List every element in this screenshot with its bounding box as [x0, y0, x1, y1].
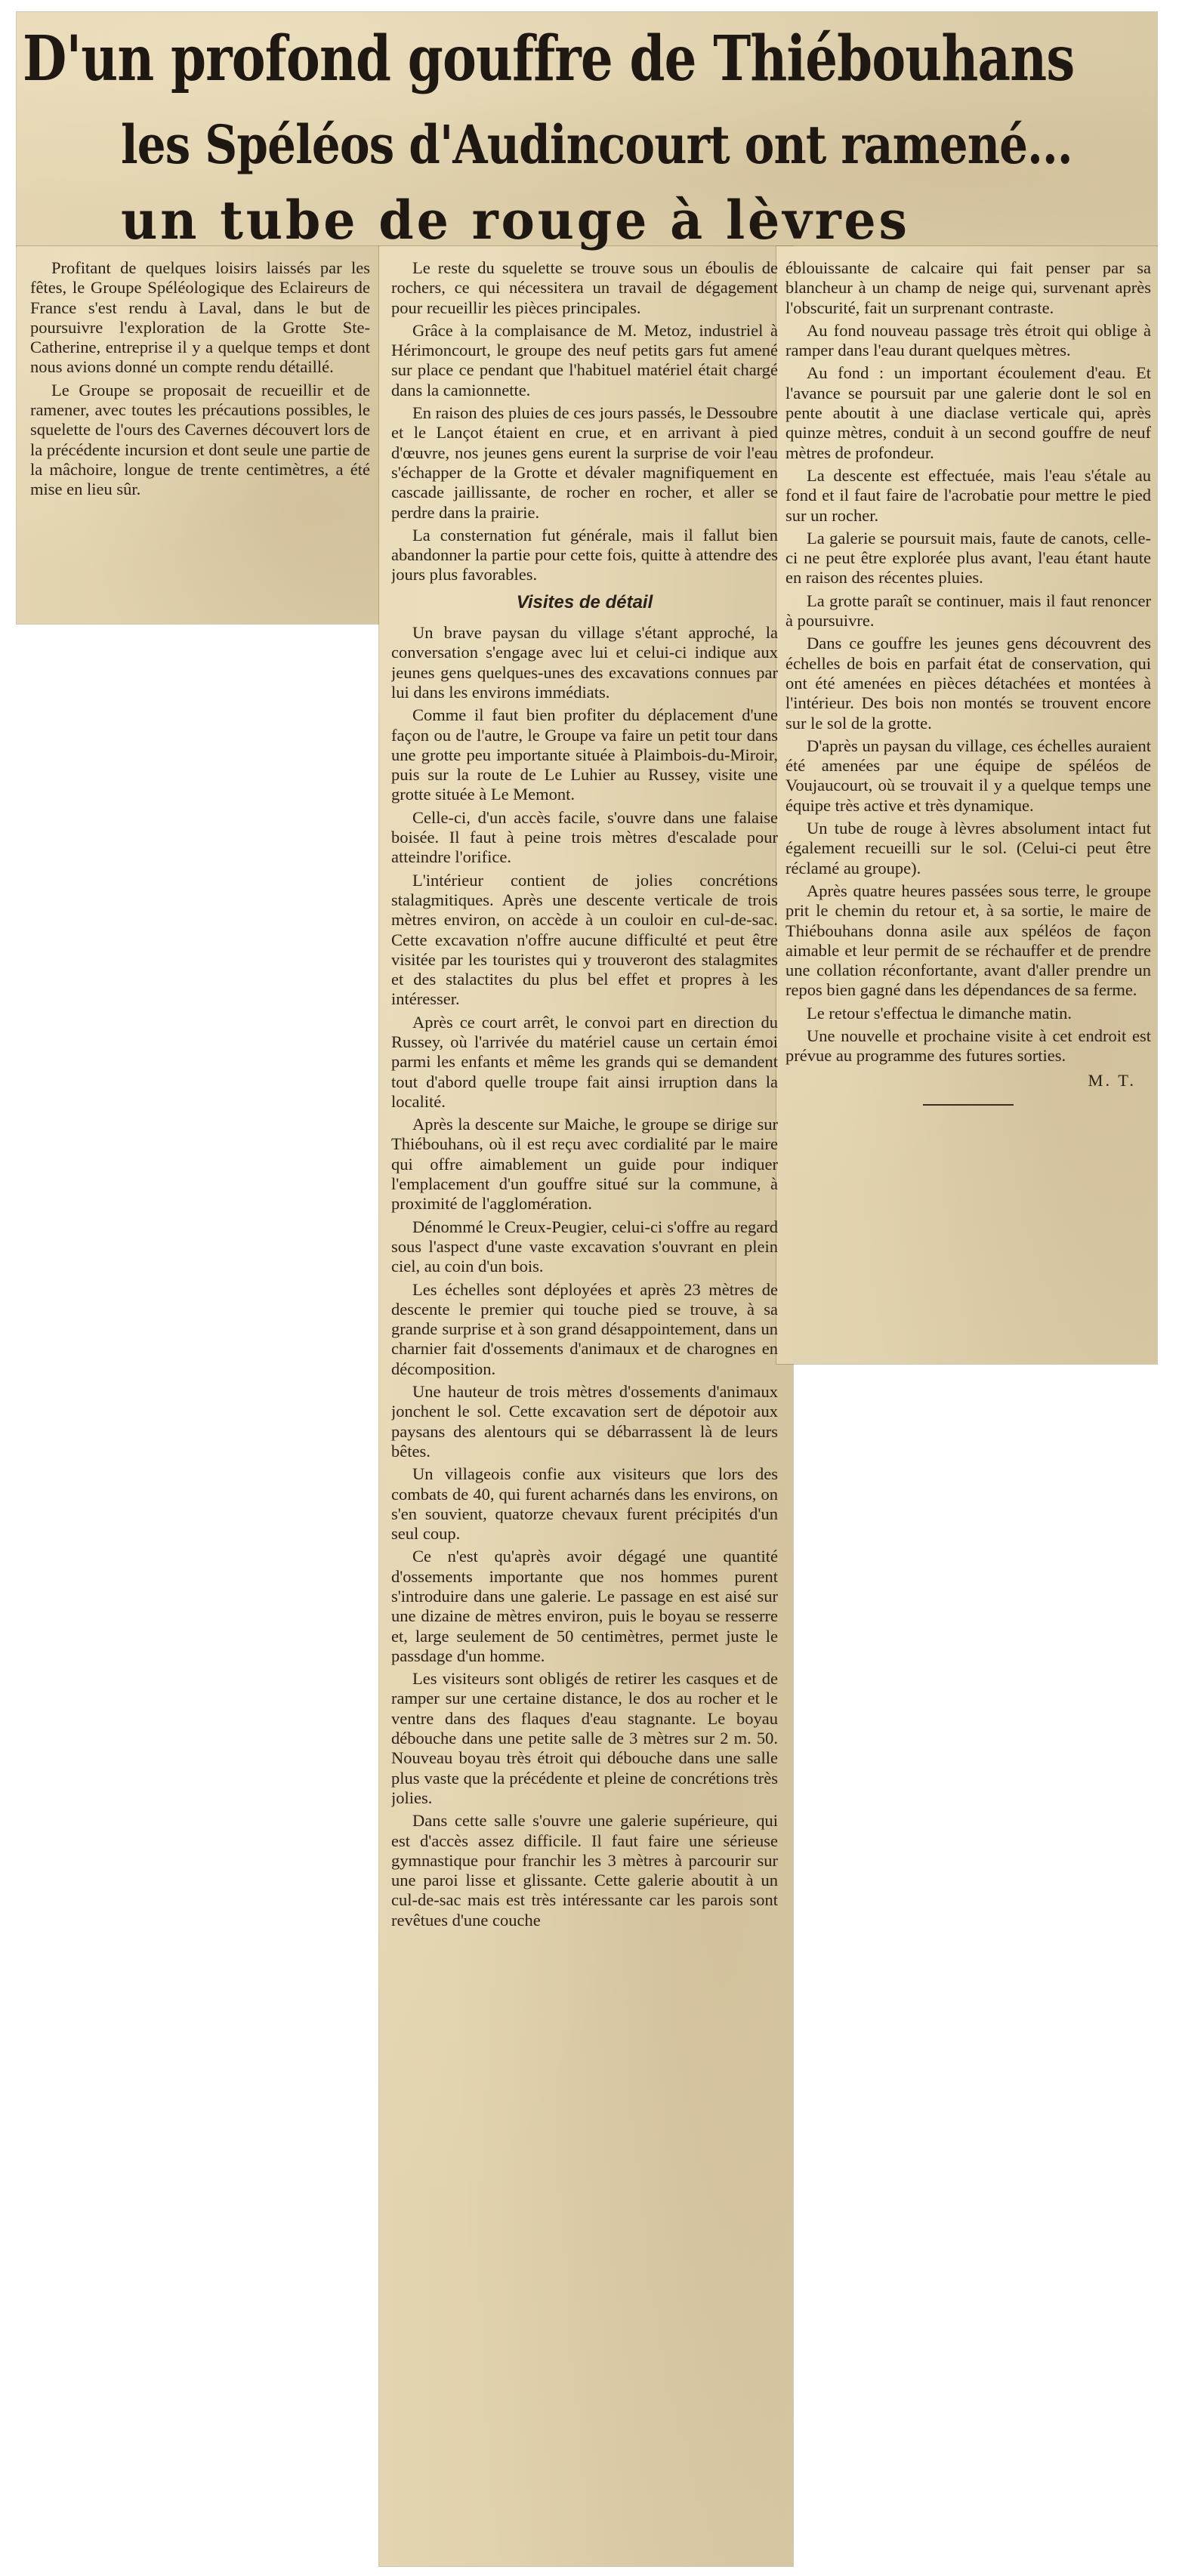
- paragraph: Après quatre heures passées sous terre, le groupe prit le chemin du retour et, à sa sortie, le maire de Thiébouhans donna asile aux spéléos de façon aimable et leur permit de se réchauffer et de prendre une collation réconfortante, avant d'aller prendre un repos bien gagné dans les dépendances de sa ferme.: [785, 881, 1151, 1000]
- paragraph: Dans ce gouffre les jeunes gens découvrent des échelles de bois en parfait état de conservation, qui ont été amenées en pièces détachées et montées à l'intérieur. Des bois non montés se trouvent encore sur le sol de la grotte.: [785, 634, 1151, 733]
- paragraph: Le Groupe se proposait de recueillir et de ramener, avec toutes les précautions possibles, le squelette de l'ours des Cavernes découvert lors de la précédente incursion et dont seule une partie de la mâchoire, longue de trente centimètres, a été mise en lieu sûr.: [30, 380, 370, 499]
- paragraph: Les visiteurs sont obligés de retirer les casques et de ramper sur une certaine distance, le dos au rocher et le ventre dans des flaques d'eau stagnante. Le boyau débouche dans une petite salle de 3 mètres sur 2 m. 50. Nouveau boyau très étroit qui débouche dans une salle plus vaste que la précédente et pleine de concrétions très jolies.: [391, 1669, 778, 1807]
- paragraph: Les échelles sont déployées et après 23 mètres de descente le premier qui touche pied se trouve, à sa grande surprise et à son grand désappointement, dans un charnier fait d'ossements d'animaux et de charognes en décomposition.: [391, 1279, 778, 1378]
- paragraph: Celle-ci, d'un accès facile, s'ouvre dans une falaise boisée. Il faut à peine trois mètres d'escalade pour atteindre l'orifice.: [391, 807, 778, 867]
- article-column-3: [785, 258, 1151, 1353]
- paragraph: Un villageois confie aux visiteurs que lors des combats de 40, qui furent acharnés dans les environs, on s'en souvient, quatorze chevaux furent précipités d'un seul coup.: [391, 1464, 778, 1544]
- paragraph: Une nouvelle et prochaine visite à cet endroit est prévue au programme des futures sorties.: [785, 1026, 1151, 1066]
- paragraph: Grâce à la complaisance de M. Metoz, industriel à Hérimoncourt, le groupe des neuf petits gars fut amené sur place ce pendant que l'habituel matériel était chargé dans la camionnette.: [391, 320, 778, 400]
- paragraph: Le retour s'effectua le dimanche matin.: [807, 1003, 1072, 1023]
- paragraph: Au fond nouveau passage très étroit qui oblige à ramper dans l'eau durant quelques mètres.: [785, 320, 1151, 360]
- paragraph: Comme il faut bien profiter du déplacement d'une façon ou de l'autre, le Groupe va faire un petit tour dans une grotte peu importante située à Plaimbois-du-Miroir, puis sur la route de Le Luhier au Russey, visite une grotte située à Le Memont.: [391, 705, 778, 804]
- headline-line-3: un tube de rouge à lèvres: [121, 189, 910, 251]
- paragraph: Un brave paysan du village s'étant approché, la conversation s'engage avec lui et celui-ci indique aux jeunes gens quelques-unes des excavations connues par lui dans les environs immédiats.: [391, 623, 778, 702]
- paragraph: La grotte paraît se continuer, mais il faut renoncer à poursuivre.: [785, 591, 1151, 631]
- paragraph: La consternation fut générale, mais il fallut bien abandonner la partie pour cette fois, quitte à attendre des jours plus favorables.: [391, 525, 778, 585]
- paragraph: Dénommé le Creux-Peugier, celui-ci s'offre au regard sous l'aspect d'une vaste excavation s'ouvrant en plein ciel, au coin d'un bois.: [391, 1217, 778, 1276]
- paragraph: éblouissante de calcaire qui fait penser par sa blancheur à un champ de neige qui, survenant après l'obscurité, fait un surprenant contraste.: [785, 258, 1151, 317]
- section-subheading: Visites de détail: [516, 591, 653, 612]
- headline-line-2: les Spéléos d'Audincourt ont ramené...: [121, 113, 1072, 176]
- paragraph: Au fond : un important écoulement d'eau. Et l'avance se poursuit par une galerie dont le sol en pente aboutit à une diaclase verticale qui, après quinze mètres, conduit à un second gouffre de neuf mètres de profondeur.: [785, 363, 1151, 462]
- paragraph: Une hauteur de trois mètres d'ossements d'animaux jonchent le sol. Cette excavation sert de dépotoir aux paysans des alentours qui se débarrassent là de leurs bêtes.: [391, 1382, 778, 1461]
- end-divider: [923, 1104, 1014, 1106]
- paragraph: Dans cette salle s'ouvre une galerie supérieure, qui est d'accès assez difficile. Il faut faire une sérieuse gymnastique pour franchir les 3 mètres à parcourir sur une paroi lisse et glissante. Cette galerie aboutit à un cul-de-sac mais est très intéressante car les parois sont revêtues d'une couche: [391, 1811, 778, 1930]
- paragraph: L'intérieur contient de jolies concrétions stalagmitiques. Après une descente verticale de trois mètres environ, on accède à un couloir en cul-de-sac. Cette excavation n'offre aucune difficulté et peut être visitée par les touristes qui y trouveront des stalagmites et des stalactites du plus bel effet et propres à les intéresser.: [391, 870, 778, 1009]
- paragraph: La descente est effectuée, mais l'eau s'étale au fond et il faut faire de l'acrobatie pour mettre le pied sur un rocher.: [785, 465, 1151, 525]
- paragraph: Après la descente sur Maiche, le groupe se dirige sur Thiébouhans, où il est reçu avec cordialité par le maire qui offre aimablement un guide pour indiquer l'emplacement d'un gouffre situé sur la commune, à proximité de l'agglomération.: [391, 1115, 778, 1214]
- paragraph: Ce n'est qu'après avoir dégagé une quantité d'ossements importante que nos hommes purent s'introduire dans une galerie. Le passage en est aisé sur une dizaine de mètres environ, puis le boyau se resserre et, large seulement de 50 centimètres, permet juste le passdage d'un homme.: [391, 1547, 778, 1665]
- paragraph: Le reste du squelette se trouve sous un éboulis de rochers, ce qui nécessitera un travail de dégagement pour recueillir les pièces principales.: [391, 258, 778, 317]
- paragraph: Après ce court arrêt, le convoi part en direction du Russey, où l'arrivée du matériel cause un certain émoi parmi les enfants et même les grands qui se demandent tout d'abord quelle troupe fait ainsi irruption dans la localité.: [391, 1012, 778, 1111]
- paragraph: D'après un paysan du village, ces échelles auraient été amenées par une équipe de spéléos de Voujaucourt, où se trouvait il y a quelque temps une équipe très active et très dynamique.: [785, 736, 1151, 815]
- paragraph: La galerie se poursuit mais, faute de canots, celle-ci ne peut être explorée plus avant, l'eau étant haute en raison des récentes pluies.: [785, 528, 1151, 588]
- paragraph: En raison des pluies de ces jours passés, le Dessoubre et le Lançot étaient en crue, et en arrivant à pied d'œuvre, nos jeunes gens eurent la surprise de voir l'eau s'échapper de la Grotte et dévaler magnifiquement en cascade jaillissante, de rocher en rocher, et aller se perdre dans la prairie.: [391, 403, 778, 522]
- headline-line-1: D'un profond gouffre de Thiébouhans: [23, 23, 1075, 95]
- author-signature: M. T.: [1088, 1070, 1136, 1090]
- paragraph: Profitant de quelques loisirs laissés par les fêtes, le Groupe Spéléologique des Eclaireurs de France s'est rendu à Laval, dans le but de poursuivre l'exploration de la Grotte Ste-Catherine, entreprise il y a quelque temps et dont nous avions donné un compte rendu détaillé.: [30, 258, 370, 377]
- paragraph: Un tube de rouge à lèvres absolument intact fut également recueilli sur le sol. (Celui-ci peut être réclamé au groupe).: [785, 819, 1151, 878]
- article-column-2: [391, 258, 778, 2554]
- article-column-1: [30, 258, 370, 503]
